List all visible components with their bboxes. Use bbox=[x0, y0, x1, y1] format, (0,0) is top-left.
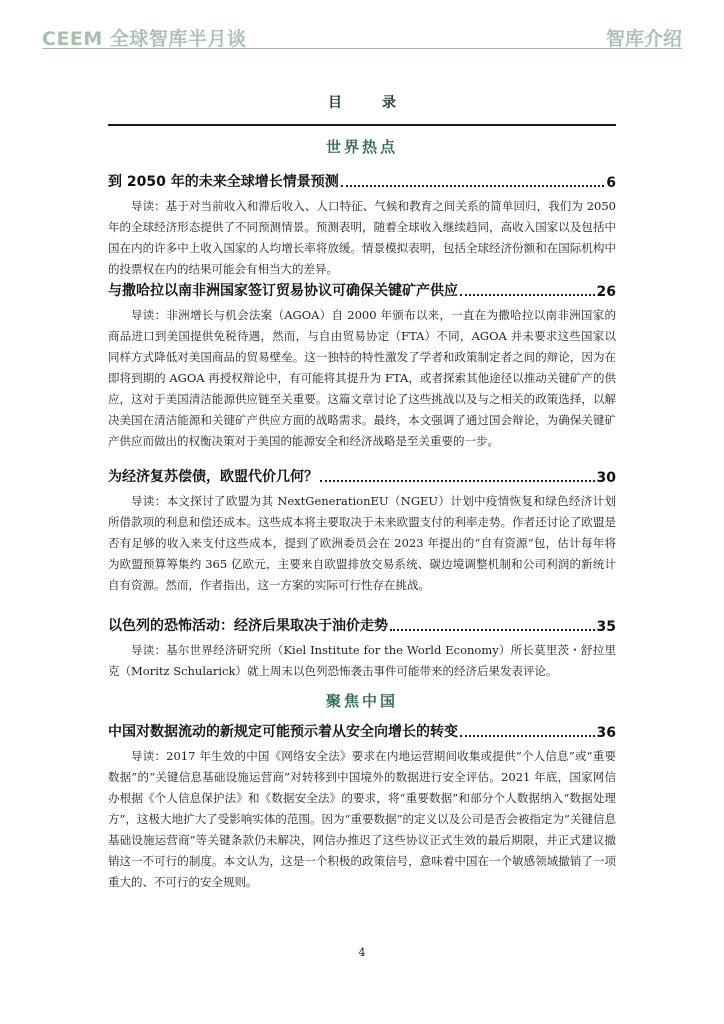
toc-entry-abstract: 导读：非洲增长与机会法案（AGOA）自 2000 年颁布以来，一直在为撒哈拉以南非洲国家的商品进口到美国提供免税待遇，然而，与自由贸易协定（FTA）不同，AGOA 并未要求这些国家以同样方式降低对美国商品的贸易壁垒。这一独特的特性激发了学者和政策制定者之间的辩论，因为在即将到期的 AGOA 再授权辩论中，有可能将其提升为 FTA，或者探索其他途径以推动关键矿产的供应，这对于美国清洁能源供应链至关重要。这篇文章讨论了这些挑战以及与之相关的政策选择，以解决美国在清洁能源和关键矿产供应方面的战略需求。最终，本文强调了通过国会辩论，为确保关键矿产供应而做出的权衡决策对于美国的能源安全和经济战略是至关重要的一步。 bbox=[108, 308, 616, 448]
leader-dots bbox=[460, 294, 595, 296]
leader-dots bbox=[341, 185, 605, 187]
toc-entry-title: 与撒哈拉以南非洲国家签订贸易协议可确保关键矿产供应 bbox=[108, 283, 458, 299]
toc-entry-abstract: 导读：本文探讨了欧盟为其 NextGenerationEU（NGEU）计划中疫情恢复和绿色经济计划所借款项的利息和偿还成本。这些成本将主要取决于未来欧盟支付的利率走势。作者还讨论了欧盟是否有足够的收入来支付这些成本，提到了欧洲委员会在 2023 年提出的“自有资源”包，估计每年将为欧盟预算筹集约 365 亿欧元，主要来自欧盟排放交易系统、碳边境调整机制和公司利润的新统计自有资源。然而，作者指出，这一方案的实际可行性存在挑战。 bbox=[108, 494, 616, 592]
title-divider bbox=[108, 124, 616, 126]
toc-entry-title: 到 2050 年的未来全球增长情景预测 bbox=[108, 174, 339, 190]
toc-entry-title: 中国对数据流动的新规定可能预示着从安全向增长的转变 bbox=[108, 724, 458, 740]
section-heading-world: 世界热点 bbox=[325, 138, 398, 156]
toc-entry-page: 30 bbox=[596, 470, 616, 486]
leader-dots bbox=[320, 480, 595, 482]
toc-entry[interactable] bbox=[108, 280, 616, 300]
publication-title: CEEM 全球智库半月谈 bbox=[42, 28, 247, 50]
toc-entry-page: 6 bbox=[606, 175, 616, 191]
toc-title: 目录 bbox=[328, 95, 436, 111]
toc-entry[interactable] bbox=[108, 721, 616, 741]
toc-entry[interactable] bbox=[108, 171, 616, 191]
toc-entry-abstract: 导读：基尔世界经济研究所（Kiel Institute for the World Economy）所长莫里茨・舒拉里克（Moritz Schularick）就上周末以色列恐怖袭击事件可能带来的经济后果发表评论。 bbox=[108, 643, 616, 678]
toc-entry-abstract: 导读：2017 年生效的中国《网络安全法》要求在内地运营期间收集或提供“个人信息”或“重要数据”的“关键信息基础设施运营商”对转移到中国境外的数据进行安全评估。2021 年底，国家网信办根据《个人信息保护法》和《数据安全法》的要求，将“重要数据”和部分个人数据纳入“数据处理方”，这极大地扩大了受影响实体的范围。因为“重要数据”的定义以及公司是否会被指定为“关键信息基础设施运营商”等关键条款仍未解决，网信办推迟了这些协议正式生效的最后期限，并正式建议撤销这一不可行的制度。本文认为，这是一个积极的政策信号，意味着中国在一个敏感领域撤销了一项重大的、不可行的安全规则。 bbox=[108, 749, 616, 889]
leader-dots bbox=[390, 629, 595, 631]
toc-entry-page: 26 bbox=[596, 284, 616, 300]
section-label: 智库介绍 bbox=[605, 28, 682, 50]
page-header bbox=[42, 18, 682, 49]
page-number: 4 bbox=[358, 946, 366, 959]
toc-entry-abstract: 导读：基于对当前收入和滞后收入、人口特征、气候和教育之间关系的简单回归，我们为 2050 年的全球经济形态提供了不同预测情景。预测表明，随着全球收入继续趋同，高收入国家以及包括中国在内的许多中上收入国家的人均增长率将放缓。情景模拟表明，包括全球经济份额和在国际机构中的投票权在内的结果可能会有相当大的差异。 bbox=[108, 199, 616, 276]
section-heading-china: 聚焦中国 bbox=[325, 692, 398, 710]
leader-dots bbox=[460, 735, 595, 737]
toc-entry-title: 以色列的恐怖活动：经济后果取决于油价走势 bbox=[108, 618, 388, 634]
toc-entry[interactable] bbox=[108, 615, 616, 635]
toc-entry-page: 36 bbox=[596, 725, 616, 741]
toc-entry-page: 35 bbox=[596, 619, 616, 635]
toc-entry[interactable] bbox=[108, 466, 616, 486]
toc-entry-title: 为经济复苏偿债，欧盟代价几何？ bbox=[108, 469, 318, 485]
